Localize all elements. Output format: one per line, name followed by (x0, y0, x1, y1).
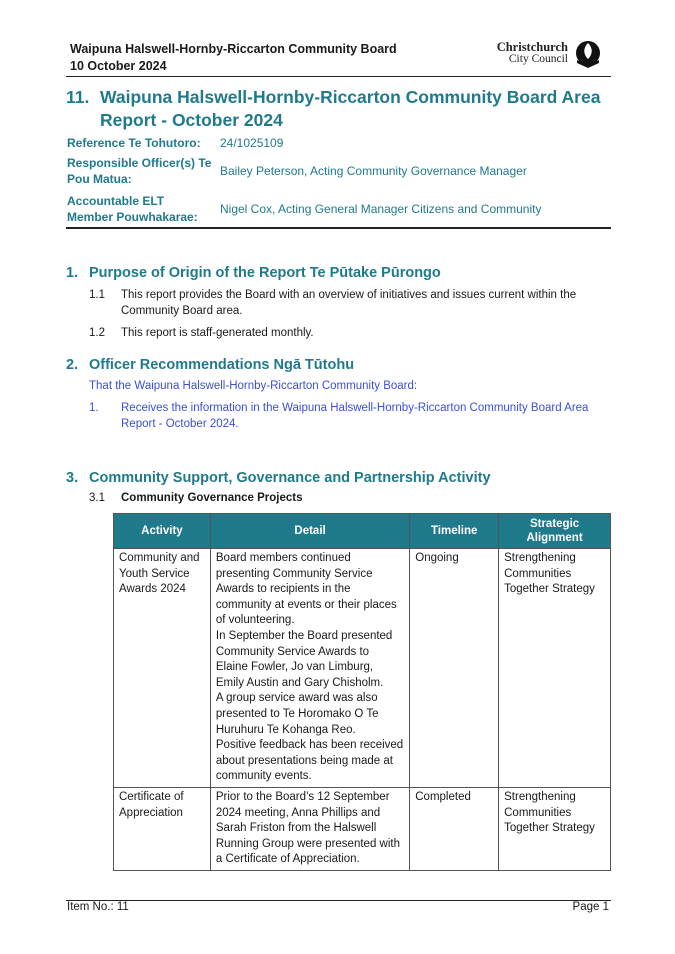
cell-alignment-line: Together Strategy (504, 822, 595, 835)
recommendation-line: Report - October 2024. (121, 417, 239, 430)
header-activity: Activity (114, 514, 211, 549)
paragraph-line: Community Board area. (121, 304, 243, 317)
header-title (70, 41, 397, 75)
section-2-number: 2. (66, 357, 79, 373)
cell-detail-line: A group service award was also (215, 692, 378, 705)
header-rule (66, 76, 611, 77)
paragraph-line: This report is staff-generated monthly. (121, 327, 314, 339)
cell-detail-line: Emily Austin and Gary Chisholm. (215, 676, 384, 689)
cell-alignment-line: Strengthening (504, 790, 576, 803)
reference-rule (66, 227, 611, 229)
paragraph-number: 1.1 (89, 289, 105, 301)
officer-label-line-1: Responsible Officer(s) Te (67, 156, 212, 170)
section-1-heading (66, 264, 441, 283)
cell-detail-line: a Certificate of Appreciation. (215, 853, 360, 866)
cell-detail-line: presenting Community Service (215, 567, 373, 580)
recommendation-intro: That the Waipuna Halswell-Hornby-Riccarton Community Board: (89, 380, 418, 392)
report-title-line-2: Report - October 2024 (100, 110, 283, 130)
cell-detail-line: Community Service Awards to (215, 645, 370, 658)
section-3-title: Community Support, Governance and Partnership Activity (89, 470, 491, 486)
cell-timeline: Ongoing (410, 549, 499, 788)
cell-detail-line: Huruhuru Te Kohanga Reo. (215, 723, 356, 736)
cell-timeline: Completed (410, 787, 499, 870)
section-1-number: 1. (66, 265, 79, 281)
cell-detail (210, 549, 409, 788)
cell-detail-line: Awards to recipients in the (215, 583, 351, 596)
officer-label-line-2: Pou Matua: (67, 172, 132, 186)
paragraph-1-2 (89, 326, 619, 342)
elt-label (67, 193, 198, 225)
cell-activity-line: Appreciation (119, 806, 183, 819)
header-detail: Detail (210, 514, 409, 549)
cell-detail-line: presented to Te Horomako O Te (215, 707, 379, 720)
cell-activity (114, 787, 211, 870)
cell-detail (210, 787, 409, 870)
cell-alignment (499, 549, 611, 788)
cell-detail-line: of volunteering. (215, 614, 295, 627)
section-3-number: 3. (66, 470, 79, 486)
cell-detail-line: In September the Board presented (215, 629, 393, 642)
section-2-title: Officer Recommendations Ngā Tūtohu (89, 357, 355, 373)
council-logo-icon (574, 40, 602, 68)
section-1-title: Purpose of Origin of the Report Te Pūtake Pūrongo (89, 265, 441, 281)
cell-detail-line: 2024 meeting, Anna Phillips and (215, 806, 381, 819)
cell-detail-line: Sarah Friston from the Halswell (215, 822, 377, 835)
cell-detail-line: Elaine Fowler, Jo van Limburg, (215, 661, 374, 674)
header-timeline: Timeline (410, 514, 499, 549)
subsection-3-1 (89, 491, 303, 507)
section-3-heading (66, 469, 491, 488)
page-number: Page 1 (572, 901, 609, 913)
cell-activity (114, 549, 211, 788)
cell-alignment-line: Strengthening (504, 552, 576, 564)
officer-label (67, 155, 211, 187)
cell-activity-line: Awards 2024 (119, 583, 186, 596)
cell-activity-line: Youth Service (119, 567, 190, 580)
subsection-number: 3.1 (89, 492, 105, 504)
cell-alignment-line: Together Strategy (504, 583, 595, 596)
elt-label-line-1: Accountable ELT (67, 194, 165, 208)
paragraph-number: 1.2 (89, 327, 105, 339)
table-row (114, 549, 611, 788)
subsection-title: Community Governance Projects (121, 492, 303, 504)
cell-detail-line: community at events or their places (215, 598, 397, 611)
paragraph-1-1 (89, 288, 619, 319)
meeting-date: 10 October 2024 (70, 59, 167, 73)
elt-label-line-2: Member Pouwhakarae: (67, 210, 198, 224)
recommendation-number: 1. (89, 402, 99, 414)
section-2-heading (66, 356, 354, 375)
reference-value: 24/1025109 (220, 136, 284, 150)
cell-detail-line: Prior to the Board’s 12 September (215, 790, 390, 803)
cell-detail-line: community events. (215, 770, 312, 783)
report-title-line-1: Waipuna Halswell-Hornby-Riccarton Community Board Area (100, 87, 601, 107)
logo-line-1: Christchurch (496, 40, 568, 54)
report-number: 11. (66, 87, 90, 107)
table-header-row (114, 514, 611, 549)
header-alignment-line: Alignment (526, 532, 583, 544)
officer-value: Bailey Peterson, Acting Community Governance Manager (220, 164, 527, 178)
paragraph-line: This report provides the Board with an overview of initiatives and issues current within the (121, 289, 577, 301)
header-alignment-line: Strategic (529, 518, 580, 530)
cell-alignment-line: Communities (504, 567, 572, 580)
cell-detail-line: about presentations being made at (215, 754, 393, 767)
report-title (66, 86, 611, 132)
cell-detail-line: Running Group were presented with (215, 837, 400, 850)
cell-activity-line: Community and (119, 552, 200, 564)
header-alignment (499, 514, 611, 549)
board-name: Waipuna Halswell-Hornby-Riccarton Community Board (70, 42, 397, 56)
council-logo (497, 40, 602, 70)
recommendation-line: Receives the information in the Waipuna Halswell-Hornby-Riccarton Community Board Area (121, 402, 589, 414)
governance-projects-table (113, 513, 611, 871)
recommendation-1 (89, 401, 619, 432)
cell-detail-line: Positive feedback has been received (215, 739, 404, 752)
elt-value: Nigel Cox, Acting General Manager Citizens and Community (220, 202, 542, 216)
cell-alignment (499, 787, 611, 870)
cell-alignment-line: Communities (504, 806, 572, 819)
cell-detail-line: Board members continued (215, 552, 351, 564)
reference-label: Reference Te Tohutoro: (67, 136, 201, 150)
logo-line-2: City Council (508, 53, 568, 65)
table-row (114, 787, 611, 870)
item-number: Item No.: 11 (67, 901, 129, 913)
cell-activity-line: Certificate of (119, 790, 184, 803)
